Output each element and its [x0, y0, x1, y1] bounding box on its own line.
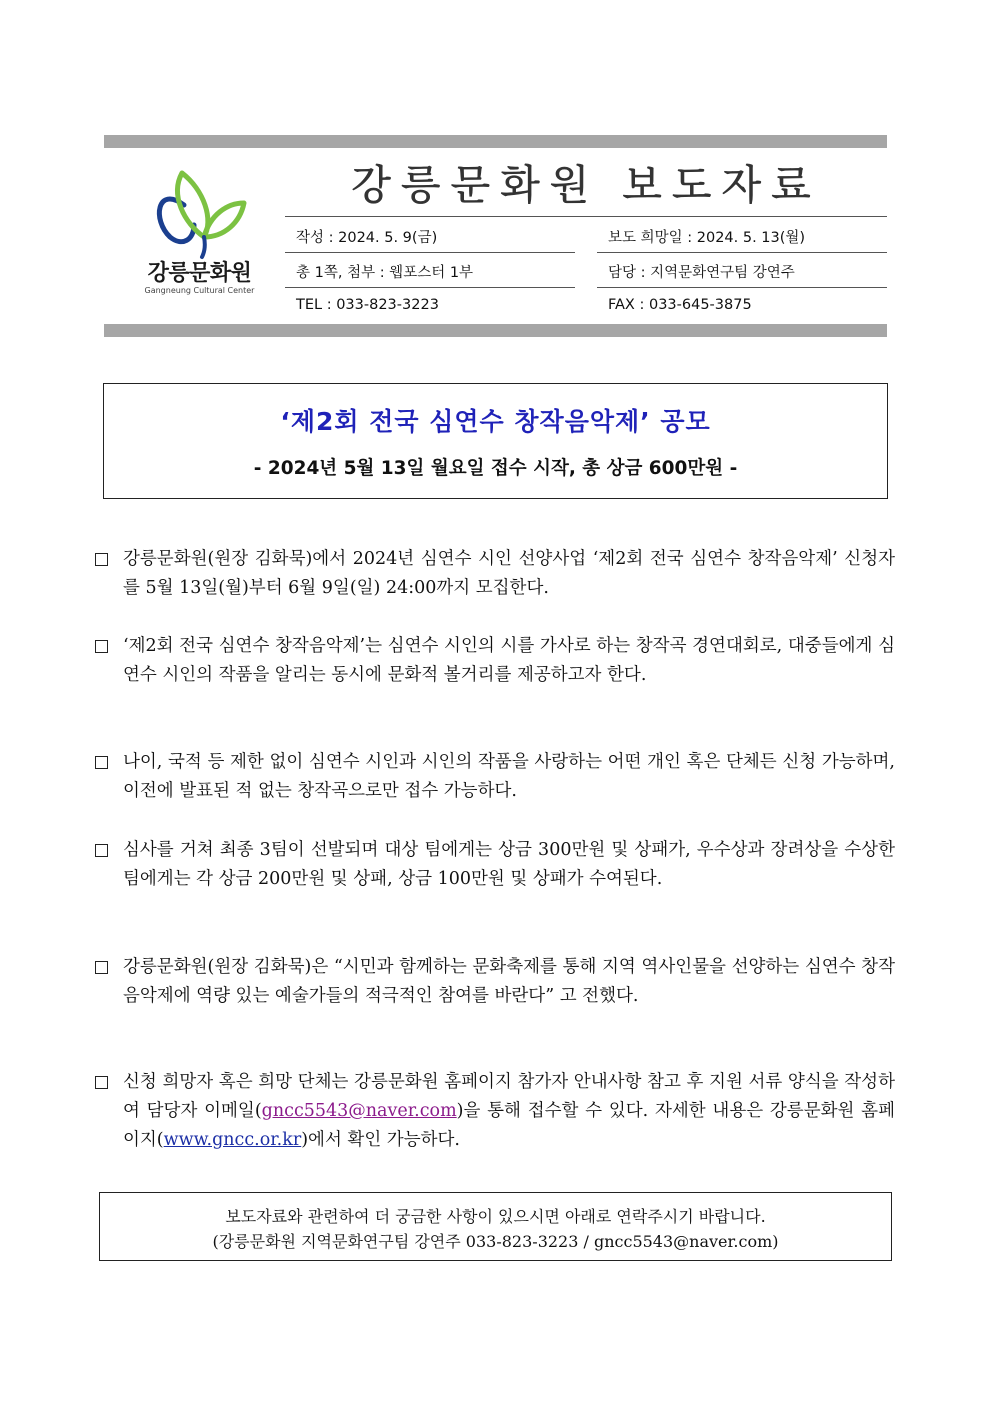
checkbox-bullet-icon — [95, 1076, 108, 1089]
checkbox-bullet-icon — [95, 961, 108, 974]
info-divider-top — [285, 216, 887, 217]
contact-box — [99, 1192, 892, 1261]
logo-name: 강릉문화원 — [147, 261, 252, 286]
logo-subtitle: Gangneung Cultural Center — [144, 286, 255, 295]
checkbox-bullet-icon — [95, 756, 108, 769]
headline-box — [103, 383, 888, 499]
checkbox-bullet-icon — [95, 640, 108, 653]
headline-title: ‘제2회 전국 심연수 창작음악제’ 공모 — [280, 407, 711, 436]
paragraph-2: ‘제2회 전국 심연수 창작음악제’는 심연수 시인의 시를 가사로 하는 창작곡 경연대회로, 대중들에게 심연수 시인의 작품을 알리는 동시에 문화적 볼거리를 제공하고자 한다. — [95, 632, 895, 690]
contact-person: 담당 : 지역문화연구팀 강연주 — [608, 265, 795, 281]
paragraph-6-text-2: )을 통해 접수할 수 있다. 자세한 내용은 강릉문화원 홈페이지( — [123, 1101, 895, 1150]
fax-number: FAX : 033-645-3875 — [608, 297, 752, 313]
headline-subtitle: - 2024년 5월 13일 월요일 접수 시작, 총 상금 600만원 - — [253, 458, 738, 479]
paragraph-5: 강릉문화원(원장 김화묵)은 “시민과 함께하는 문화축제를 통해 지역 역사인물을 선양하는 심연수 창작음악제에 역량 있는 예술가들의 적극적인 참여를 바란다” 고 전했다. — [95, 953, 895, 1011]
email-link[interactable]: gncc5543@naver.com — [261, 1101, 457, 1121]
website-link[interactable]: www.gncc.or.kr — [163, 1130, 302, 1150]
info-divider-left-2 — [285, 287, 575, 288]
header-bottom-bar — [104, 324, 887, 337]
page-title: 강릉문화원 보도자료 — [351, 161, 821, 209]
contact-line-1: 보도자료와 관련하여 더 궁금한 사항이 있으시면 아래로 연락주시기 바랍니다. — [225, 1207, 766, 1226]
paragraph-6-text-3: )에서 확인 가능하다. — [301, 1130, 460, 1150]
tel-number: TEL : 033-823-3223 — [296, 297, 439, 313]
paragraph-3: 나이, 국적 등 제한 없이 심연수 시인과 시인의 작품을 사랑하는 어떤 개인 혹은 단체든 신청 가능하며, 이전에 발표된 적 없는 창작곡으로만 접수 가능하다. — [95, 748, 895, 806]
contact-line-2: (강릉문화원 지역문화연구팀 강연주 033-823-3223 / gncc5543@naver.com) — [212, 1232, 779, 1251]
info-divider-left-1 — [285, 252, 575, 253]
paragraph-6 — [95, 1068, 895, 1155]
checkbox-bullet-icon — [95, 553, 108, 566]
paragraph-4: 심사를 거쳐 최종 3팀이 선발되며 대상 팀에게는 상금 300만원 및 상패가, 우수상과 장려상을 수상한 팀에게는 각 상금 200만원 및 상패, 상금 100만원 및 상패가 수여된다. — [95, 836, 895, 894]
paragraph-6-text-1: 신청 희망자 혹은 희망 단체는 강릉문화원 홈페이지 참가자 안내사항 참고 후 지원 서류 양식을 작성하여 담당자 이메일( — [123, 1072, 895, 1121]
info-divider-right-1 — [597, 252, 887, 253]
info-divider-right-2 — [597, 287, 887, 288]
paragraph-1: 강릉문화원(원장 김화묵)에서 2024년 심연수 시인 선양사업 ‘제2회 전국 심연수 창작음악제’ 신청자를 5월 13일(월)부터 6월 9일(일) 24:00까지 모집한다. — [95, 545, 895, 603]
written-date: 작성 : 2024. 5. 9(금) — [296, 230, 438, 246]
header-top-bar — [104, 135, 887, 148]
checkbox-bullet-icon — [95, 844, 108, 857]
page-count: 총 1쪽, 첨부 : 웹포스터 1부 — [296, 265, 474, 281]
release-date: 보도 희망일 : 2024. 5. 13(월) — [608, 230, 806, 246]
